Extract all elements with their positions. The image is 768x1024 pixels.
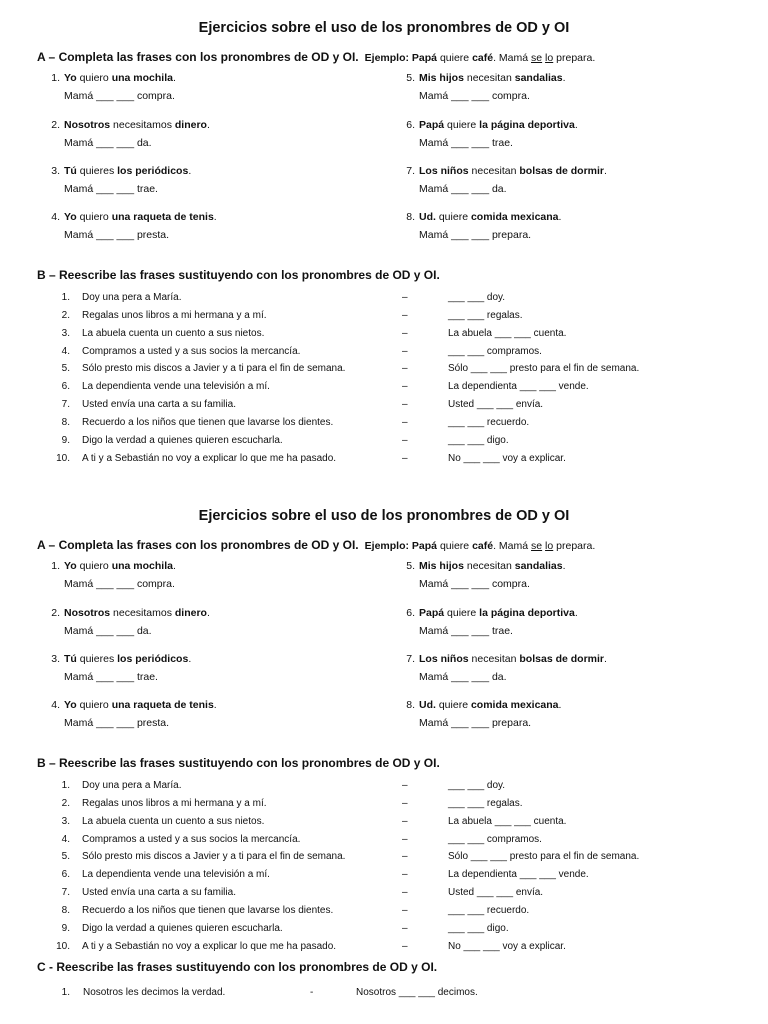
- item-number: 9.: [61, 923, 70, 934]
- item-answer: La abuela ___ ___ cuenta.: [448, 816, 567, 827]
- item-answer: Mamá ___ ___ compra.: [64, 578, 175, 590]
- item-answer: La abuela ___ ___ cuenta.: [448, 328, 567, 339]
- section-b-row: [0, 310, 768, 326]
- item-prompt: Tú quieres los periódicos.: [64, 653, 192, 665]
- example: Ejemplo: Papá quiere café. Mamá se lo prepara.: [364, 540, 596, 552]
- item-answer: ___ ___ digo.: [448, 435, 509, 446]
- item-sentence: Doy una pera a María.: [82, 780, 182, 791]
- item-answer: La dependienta ___ ___ vende.: [448, 381, 589, 392]
- item-number: 3.: [61, 816, 70, 827]
- dash: –: [402, 328, 408, 339]
- item-number: 2.: [51, 607, 60, 619]
- item-sentence: La dependienta vende una televisión a mí.: [82, 869, 270, 880]
- item-answer: ___ ___ regalas.: [448, 798, 523, 809]
- page-title: Ejercicios sobre el uso de los pronombres de OD y OI: [198, 508, 570, 524]
- item-answer: Mamá ___ ___ compra.: [419, 578, 530, 590]
- example: Ejemplo: Papá quiere café. Mamá se lo prepara.: [364, 52, 596, 64]
- item-answer: Nosotros ___ ___ decimos.: [356, 987, 478, 998]
- item-number: 7.: [61, 887, 70, 898]
- item-prompt: Mis hijos necesitan sandalias.: [419, 560, 566, 572]
- item-number: 9.: [61, 435, 70, 446]
- section-b-row: [0, 381, 768, 397]
- item-sentence: Nosotros les decimos la verdad.: [83, 987, 226, 998]
- item-prompt: Yo quiero una mochila.: [64, 72, 176, 84]
- item-answer: Sólo ___ ___ presto para el fin de semana.: [448, 851, 640, 862]
- item-number: 2.: [51, 119, 60, 131]
- item-sentence: A ti y a Sebastián no voy a explicar lo que me ha pasado.: [82, 453, 337, 464]
- item-prompt: Yo quiero una mochila.: [64, 560, 176, 572]
- section-b-row: [0, 435, 768, 451]
- item-answer: Mamá ___ ___ trae.: [64, 183, 158, 195]
- section-b-row: [0, 346, 768, 362]
- item-sentence: La abuela cuenta un cuento a sus nietos.: [82, 328, 265, 339]
- dash: –: [402, 310, 408, 321]
- section-b-row: [0, 399, 768, 415]
- item-number: 1.: [61, 780, 70, 791]
- section-b-heading: B – Reescribe las frases sustituyendo con los pronombres de OD y OI.: [37, 268, 440, 282]
- item-answer: Mamá ___ ___ compra.: [64, 90, 175, 102]
- item-sentence: La abuela cuenta un cuento a sus nietos.: [82, 816, 265, 827]
- item-answer: Mamá ___ ___ trae.: [419, 625, 513, 637]
- item-sentence: Recuerdo a los niños que tienen que lavarse los dientes.: [82, 905, 334, 916]
- dash: –: [402, 941, 408, 952]
- item-sentence: Compramos a usted y a sus socios la mercancía.: [82, 346, 301, 357]
- item-answer: Mamá ___ ___ prepara.: [419, 229, 532, 241]
- item-sentence: Regalas unos libros a mi hermana y a mí.: [82, 798, 267, 809]
- dash: –: [402, 453, 408, 464]
- section-b-row: [0, 851, 768, 867]
- dash: –: [402, 346, 408, 357]
- section-a-heading: [37, 538, 595, 552]
- item-answer: ___ ___ recuerdo.: [448, 905, 530, 916]
- item-number: 1.: [51, 72, 60, 84]
- dash: –: [402, 834, 408, 845]
- section-b-row: [0, 905, 768, 921]
- item-number: 6.: [406, 607, 415, 619]
- section-b-row: [0, 292, 768, 308]
- item-prompt: Papá quiere la página deportiva.: [419, 607, 578, 619]
- section-a-heading: [37, 50, 595, 64]
- item-answer: ___ ___ recuerdo.: [448, 417, 530, 428]
- item-answer: La dependienta ___ ___ vende.: [448, 869, 589, 880]
- item-number: 8.: [61, 905, 70, 916]
- section-b-row: [0, 363, 768, 379]
- dash: -: [310, 987, 314, 998]
- item-number: 1.: [51, 560, 60, 572]
- item-answer: Usted ___ ___ envía.: [448, 399, 544, 410]
- item-number: 8.: [406, 699, 415, 711]
- item-sentence: Digo la verdad a quienes quieren escucharla.: [82, 435, 283, 446]
- item-answer: Mamá ___ ___ da.: [64, 137, 152, 149]
- item-number: 4.: [51, 699, 60, 711]
- item-prompt: Nosotros necesitamos dinero.: [64, 119, 210, 131]
- dash: –: [402, 292, 408, 303]
- item-number: 3.: [61, 328, 70, 339]
- item-answer: ___ ___ regalas.: [448, 310, 523, 321]
- section-b-row: [0, 798, 768, 814]
- dash: –: [402, 381, 408, 392]
- item-number: 8.: [61, 417, 70, 428]
- dash: –: [402, 435, 408, 446]
- item-number: 1.: [61, 292, 70, 303]
- item-number: 5.: [61, 363, 70, 374]
- item-sentence: Usted envía una carta a su familia.: [82, 399, 236, 410]
- item-sentence: Digo la verdad a quienes quieren escucharla.: [82, 923, 283, 934]
- item-sentence: Recuerdo a los niños que tienen que lavarse los dientes.: [82, 417, 334, 428]
- item-number: 4.: [51, 211, 60, 223]
- item-prompt: Papá quiere la página deportiva.: [419, 119, 578, 131]
- item-prompt: Ud. quiere comida mexicana.: [419, 211, 562, 223]
- item-number: 2.: [61, 310, 70, 321]
- item-answer: Mamá ___ ___ trae.: [419, 137, 513, 149]
- item-number: 4.: [61, 346, 70, 357]
- item-answer: Mamá ___ ___ presta.: [64, 229, 170, 241]
- section-b-row: [0, 453, 768, 469]
- item-sentence: Compramos a usted y a sus socios la mercancía.: [82, 834, 301, 845]
- item-number: 10.: [56, 941, 70, 952]
- item-sentence: La dependienta vende una televisión a mí.: [82, 381, 270, 392]
- dash: –: [402, 851, 408, 862]
- section-b-row: [0, 887, 768, 903]
- item-number: 1.: [61, 987, 70, 998]
- item-answer: ___ ___ doy.: [448, 292, 506, 303]
- item-sentence: Sólo presto mis discos a Javier y a ti para el fin de semana.: [82, 363, 346, 374]
- item-answer: ___ ___ compramos.: [448, 834, 542, 845]
- item-answer: Sólo ___ ___ presto para el fin de semana.: [448, 363, 640, 374]
- item-prompt: Yo quiero una raqueta de tenis.: [64, 211, 217, 223]
- item-sentence: Sólo presto mis discos a Javier y a ti para el fin de semana.: [82, 851, 346, 862]
- dash: –: [402, 363, 408, 374]
- item-number: 6.: [406, 119, 415, 131]
- dash: –: [402, 887, 408, 898]
- item-number: 5.: [61, 851, 70, 862]
- item-answer: Mamá ___ ___ trae.: [64, 671, 158, 683]
- item-number: 3.: [51, 653, 60, 665]
- item-answer: Mamá ___ ___ da.: [419, 671, 507, 683]
- section-a-heading-text: A – Completa las frases con los pronombres de OD y OI.: [37, 538, 359, 552]
- section-c-heading: C - Reescribe las frases sustituyendo con los pronombres de OD y OI.: [37, 960, 438, 974]
- item-answer: ___ ___ digo.: [448, 923, 509, 934]
- dash: –: [402, 417, 408, 428]
- dash: –: [402, 780, 408, 791]
- item-answer: Mamá ___ ___ prepara.: [419, 717, 532, 729]
- item-prompt: Mis hijos necesitan sandalias.: [419, 72, 566, 84]
- item-sentence: Doy una pera a María.: [82, 292, 182, 303]
- item-sentence: Regalas unos libros a mi hermana y a mí.: [82, 310, 267, 321]
- item-answer: No ___ ___ voy a explicar.: [448, 453, 566, 464]
- item-number: 7.: [61, 399, 70, 410]
- item-answer: Usted ___ ___ envía.: [448, 887, 544, 898]
- section-b-row: [0, 834, 768, 850]
- section-b-row: [0, 816, 768, 832]
- dash: –: [402, 869, 408, 880]
- section-b-row: [0, 328, 768, 344]
- item-answer: ___ ___ compramos.: [448, 346, 542, 357]
- item-number: 6.: [61, 381, 70, 392]
- section-b-heading: B – Reescribe las frases sustituyendo con los pronombres de OD y OI.: [37, 756, 440, 770]
- section-b-row: [0, 869, 768, 885]
- item-sentence: A ti y a Sebastián no voy a explicar lo que me ha pasado.: [82, 941, 337, 952]
- item-answer: Mamá ___ ___ presta.: [64, 717, 170, 729]
- item-prompt: Los niños necesitan bolsas de dormir.: [419, 653, 607, 665]
- page-title: Ejercicios sobre el uso de los pronombres de OD y OI: [198, 20, 570, 36]
- section-b-row: [0, 923, 768, 939]
- item-number: 2.: [61, 798, 70, 809]
- section-b-row: [0, 417, 768, 433]
- item-answer: Mamá ___ ___ da.: [419, 183, 507, 195]
- dash: –: [402, 798, 408, 809]
- item-prompt: Yo quiero una raqueta de tenis.: [64, 699, 217, 711]
- item-number: 5.: [406, 72, 415, 84]
- item-number: 6.: [61, 869, 70, 880]
- dash: –: [402, 399, 408, 410]
- section-b-row: [0, 780, 768, 796]
- dash: –: [402, 816, 408, 827]
- item-number: 8.: [406, 211, 415, 223]
- dash: –: [402, 905, 408, 916]
- item-answer: Mamá ___ ___ compra.: [419, 90, 530, 102]
- item-number: 3.: [51, 165, 60, 177]
- section-a-heading-text: A – Completa las frases con los pronombres de OD y OI.: [37, 50, 359, 64]
- item-number: 7.: [406, 653, 415, 665]
- item-number: 4.: [61, 834, 70, 845]
- item-sentence: Usted envía una carta a su familia.: [82, 887, 236, 898]
- item-answer: No ___ ___ voy a explicar.: [448, 941, 566, 952]
- item-answer: ___ ___ doy.: [448, 780, 506, 791]
- item-number: 10.: [56, 453, 70, 464]
- item-prompt: Ud. quiere comida mexicana.: [419, 699, 562, 711]
- item-prompt: Nosotros necesitamos dinero.: [64, 607, 210, 619]
- item-number: 7.: [406, 165, 415, 177]
- item-prompt: Tú quieres los periódicos.: [64, 165, 192, 177]
- item-prompt: Los niños necesitan bolsas de dormir.: [419, 165, 607, 177]
- item-answer: Mamá ___ ___ da.: [64, 625, 152, 637]
- dash: –: [402, 923, 408, 934]
- section-b-row: [0, 941, 768, 957]
- item-number: 5.: [406, 560, 415, 572]
